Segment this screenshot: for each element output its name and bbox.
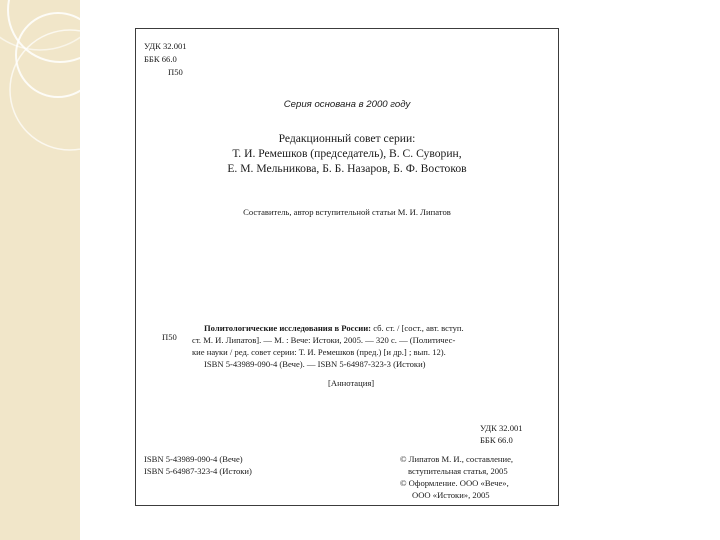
catalog-line-1 [204,323,464,333]
catalog-code: П50 [162,332,177,342]
compiler-note: Составитель, автор вступительной статьи М. И. Липатов [243,207,451,217]
udk-code-bottom: УДК 32.001 [480,423,523,433]
copyright-line-3: © Оформление. ООО «Вече», [400,478,509,488]
catalog-line-1-rest: сб. ст. / [сост., авт. вступ. [373,323,464,333]
bbk-code-bottom: ББК 66.0 [480,435,513,445]
copyright-line-2: вступительная статья, 2005 [408,466,508,476]
copyright-line-1: © Липатов М. И., составление, [400,454,514,464]
editorial-board-line-1: Т. И. Ремешков (председатель), В. С. Суворин, [232,147,462,160]
catalog-title: Политологические исследования в России: [204,323,372,333]
bbk-code-top: ББК 66.0 [144,54,177,64]
author-code-top: П50 [168,67,183,77]
isbn-line-2: ISBN 5-64987-323-4 (Истоки) [144,466,252,476]
decorative-side-band [0,0,80,540]
editorial-board-heading: Редакционный совет серии: [278,132,416,145]
annotation-placeholder: [Аннотация] [328,378,375,388]
catalog-line-3: кие науки / ред. совет серии: Т. И. Ремешков (пред.) [и др.] ; вып. 12). [192,347,446,357]
copyright-line-4: ООО «Истоки», 2005 [412,490,490,500]
decorative-circles [0,0,80,540]
catalog-line-2: ст. М. И. Липатов]. — М. : Вече: Истоки, 2005. — 320 с. — (Политичес- [192,335,456,345]
catalog-line-4: ISBN 5-43989-090-4 (Вече). — ISBN 5-64987-323-3 (Истоки) [204,359,426,369]
editorial-board-line-2: Е. М. Мельникова, Б. Б. Назаров, Б. Ф. Востоков [227,162,467,175]
book-imprint-page [135,28,559,506]
series-note: Серия основана в 2000 году [283,99,411,110]
udk-code-top: УДК 32.001 [144,41,187,51]
isbn-line-1: ISBN 5-43989-090-4 (Вече) [144,454,243,464]
